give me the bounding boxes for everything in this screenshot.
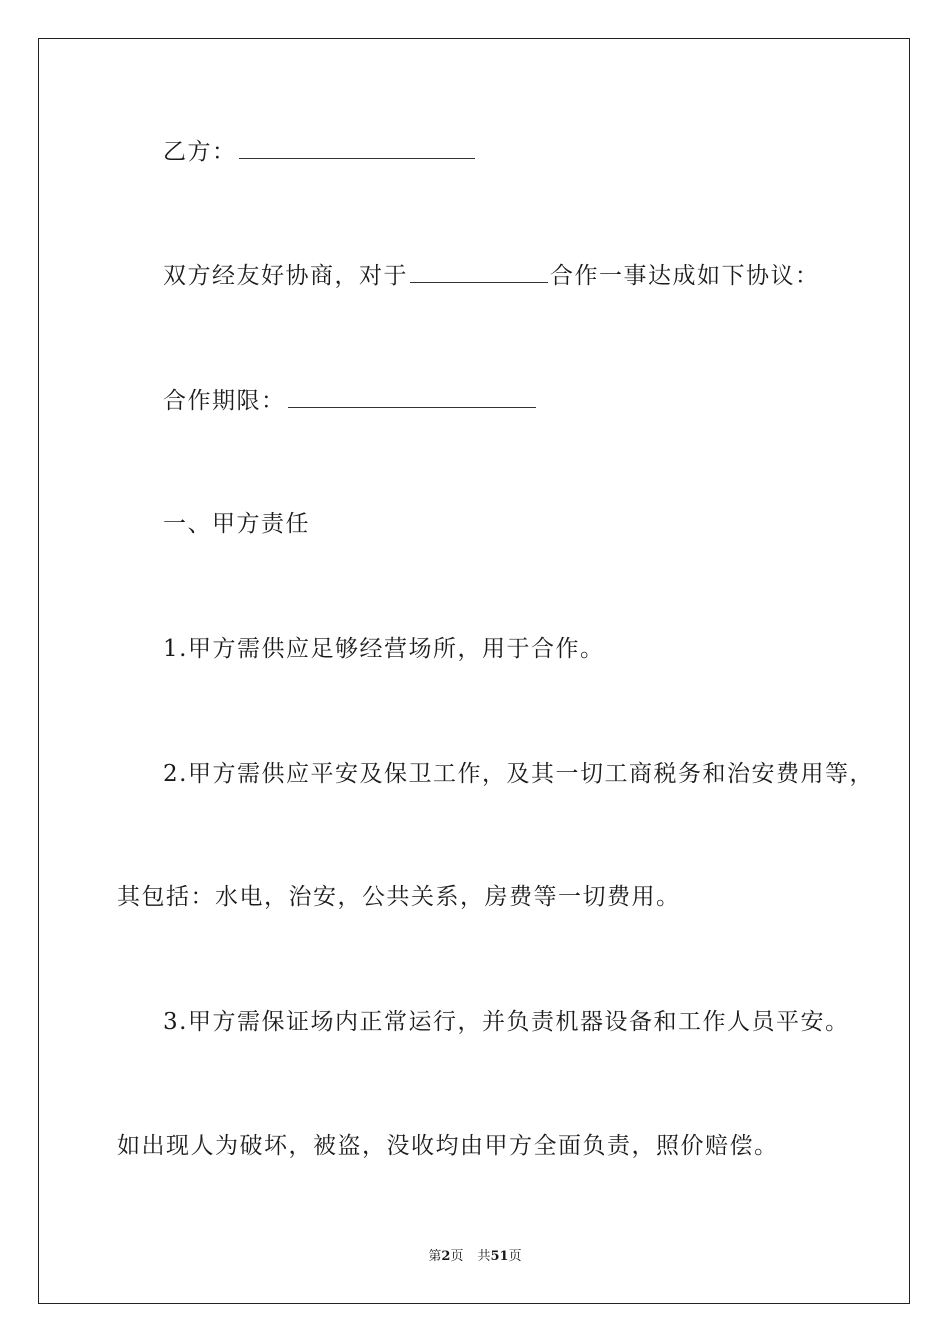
intro-after-text: 合作一事达成如下协议：: [550, 263, 820, 289]
section-1-heading: 一、甲方责任: [163, 511, 310, 537]
total-prefix: 共: [477, 1249, 491, 1264]
total-suffix: 页: [508, 1249, 522, 1264]
cooperation-subject-blank: [410, 262, 548, 283]
item-3-line-1: 3.甲方需保证场内正常运行，并负责机器设备和工作人员平安。: [163, 1009, 850, 1035]
total-pages: 51: [490, 1249, 509, 1264]
page-number: 2: [441, 1249, 451, 1264]
page-prefix: 第: [428, 1249, 442, 1264]
party-b-label: 乙方：: [163, 139, 237, 165]
party-b-line: [163, 137, 477, 167]
party-b-blank: [239, 138, 475, 159]
item-2-line-2: 其包括：水电，治安，公共关系，房费等一切费用。: [117, 884, 681, 910]
page-footer: [0, 1248, 950, 1266]
item-1: 1.甲方需供应足够经营场所，用于合作。: [163, 636, 605, 662]
page-suffix: 页: [450, 1249, 464, 1264]
page-border: [38, 38, 910, 1304]
term-line: [163, 386, 538, 416]
intro-before-text: 双方经友好协商，对于: [163, 263, 408, 289]
intro-line: [163, 261, 820, 291]
term-blank: [288, 387, 536, 408]
item-3-line-2: 如出现人为破坏，被盗，没收均由甲方全面负责，照价赔偿。: [117, 1133, 779, 1159]
item-2-line-1: 2.甲方需供应平安及保卫工作，及其一切工商税务和治安费用等，: [163, 761, 874, 787]
term-label: 合作期限：: [163, 388, 286, 414]
